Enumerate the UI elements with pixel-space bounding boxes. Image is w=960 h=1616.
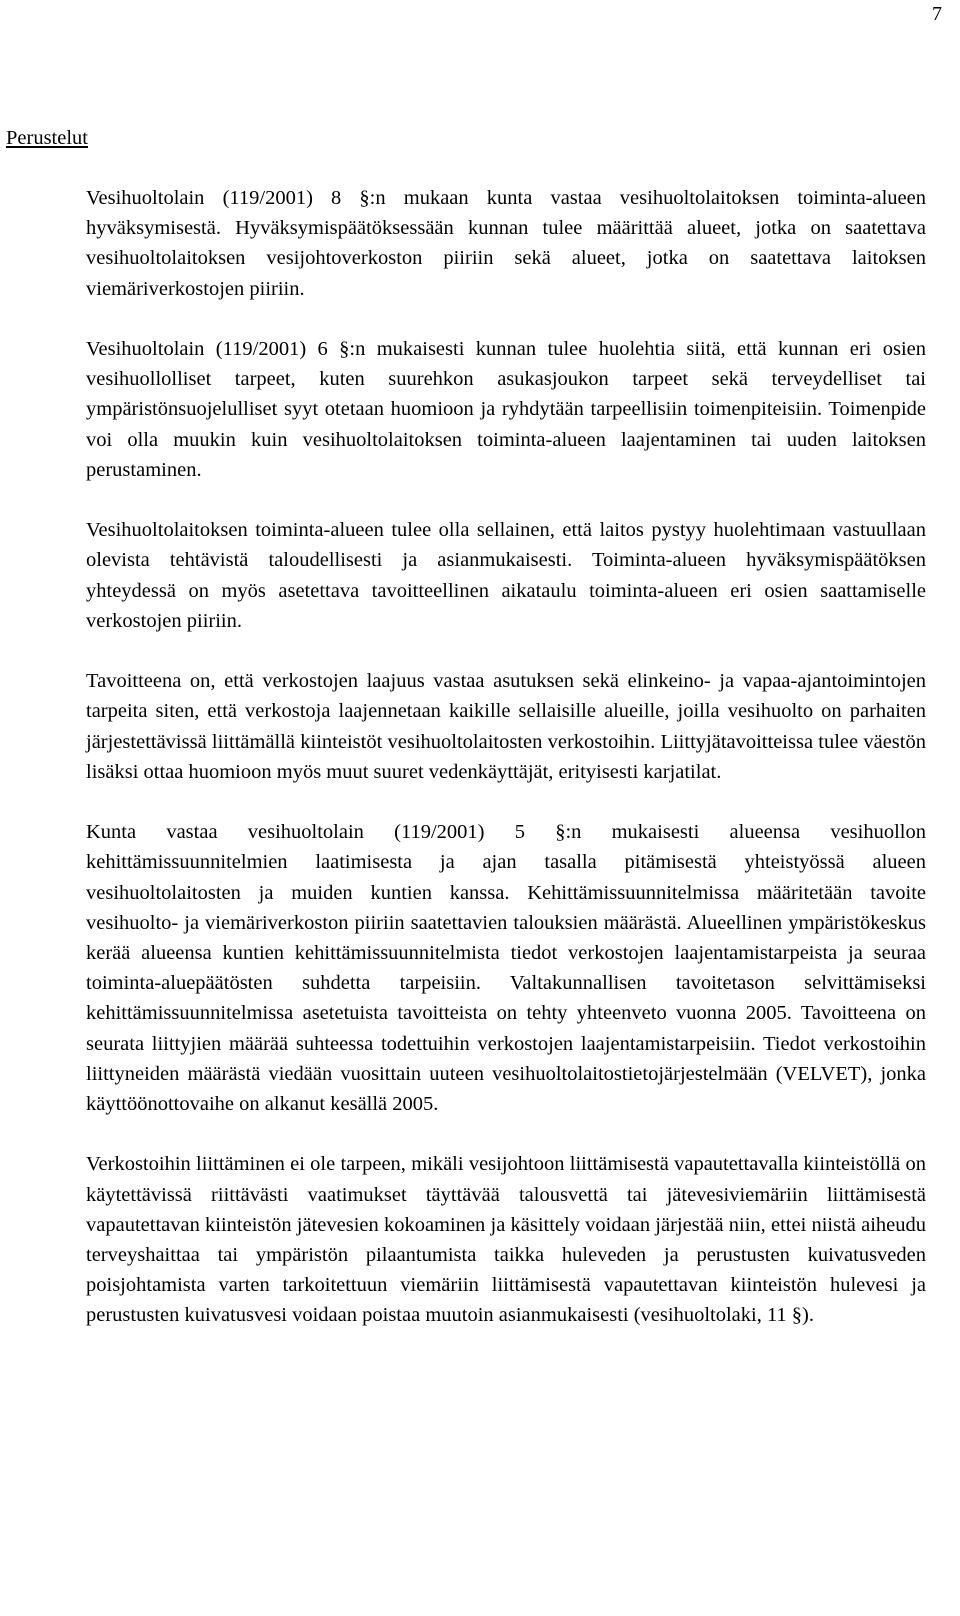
section-heading: Perustelut — [6, 127, 88, 149]
body-text — [86, 183, 926, 1331]
paragraph-5: Kunta vastaa vesihuoltolain (119/2001) 5 §:n mukaisesti alueensa vesihuollon kehittämissuunnitelmien laatimisesta ja ajan tasalla pitämisestä yhteistyössä alueen vesihuoltolaitosten ja muiden kuntien kanssa. Kehittämissuunnitelmissa määritetään tavoite vesihuolto- ja viemäriverkoston piiriin saatettavien talouksien määrästä. Alueellinen ympäristökeskus kerää alueensa kuntien kehittämissuunnitelmista tiedot verkostojen laajentamistarpeista ja seuraa toiminta-aluepäätösten suhdetta tarpeisiin. Valtakunnallisen tavoitetason selvittämiseksi kehittämissuunnitelmissa asetetuista tavoitteista on tehty yhteenveto vuonna 2005. Tavoitteena on seurata liittyjien määrää suhteessa todettuihin verkostojen laajentamistarpeisiin. Tiedot verkostoihin liittyneiden määrästä viedään vuosittain uuteen vesihuoltolaitostietojärjestelmään (VELVET), jonka käyttöönottovaihe on alkanut kesällä 2005. — [86, 821, 926, 1116]
paragraph-4: Tavoitteena on, että verkostojen laajuus vastaa asutuksen sekä elinkeino- ja vapaa-ajantoimintojen tarpeita siten, että verkostoja laajennetaan kaikille sellaisille alueille, joilla vesihuolto on parhaiten järjestettävissä liittämällä kiinteistöt vesihuoltolaitosten verkostoihin. Liittyjätavoitteissa tulee väestön lisäksi ottaa huomioon myös muut suuret vedenkäyttäjät, erityisesti karjatilat. — [86, 670, 926, 783]
paragraph-1: Vesihuoltolain (119/2001) 8 §:n mukaan kunta vastaa vesihuoltolaitoksen toiminta-alueen hyväksymisestä. Hyväksymispäätöksessään kunnan tulee määrittää alueet, jotka on saatettava vesihuoltolaitoksen vesijohtoverkoston piiriin sekä alueet, jotka on saatettava laitoksen viemäriverkostojen piiriin. — [86, 187, 926, 300]
paragraph-2: Vesihuoltolain (119/2001) 6 §:n mukaisesti kunnan tulee huolehtia siitä, että kunnan eri osien vesihuollolliset tarpeet, kuten suurehkon asukasjoukon tarpeet sekä terveydelliset tai ympäristönsuojelulliset syyt otetaan huomioon ja ryhdytään tarpeellisiin toimenpiteisiin. Toimenpide voi olla muukin kuin vesihuoltolaitoksen toiminta-alueen laajentaminen tai uuden laitoksen perustaminen. — [86, 338, 926, 481]
page-number: 7 — [932, 3, 942, 25]
paragraph-6: Verkostoihin liittäminen ei ole tarpeen, mikäli vesijohtoon liittämisestä vapautettavalla kiinteistöllä on käytettävissä riittävästi vaatimukset täyttävää talousvettä tai jätevesiviemäriin liittämisestä vapautettavan kiinteistön jätevesien kokoaminen ja käsittely voidaan järjestää niin, ettei niistä aiheudu terveyshaittaa tai ympäristön pilaantumista taikka huleveden ja perustusten kuivatusveden poisjohtamista varten tarkoitettuun viemäriin liittämisestä vapautettavan kiinteistön hulevesi ja perustusten kuivatusvesi voidaan poistaa muutoin asianmukaisesti (vesihuoltolaki, 11 §). — [86, 1153, 926, 1327]
paragraph-3: Vesihuoltolaitoksen toiminta-alueen tulee olla sellainen, että laitos pystyy huolehtimaan vastuullaan olevista tehtävistä taloudellisesti ja asianmukaisesti. Toiminta-alueen hyväksymispäätöksen yhteydessä on myös asetettava tavoitteellinen aikataulu toiminta-alueen eri osien saattamiselle verkostojen piiriin. — [86, 519, 926, 632]
